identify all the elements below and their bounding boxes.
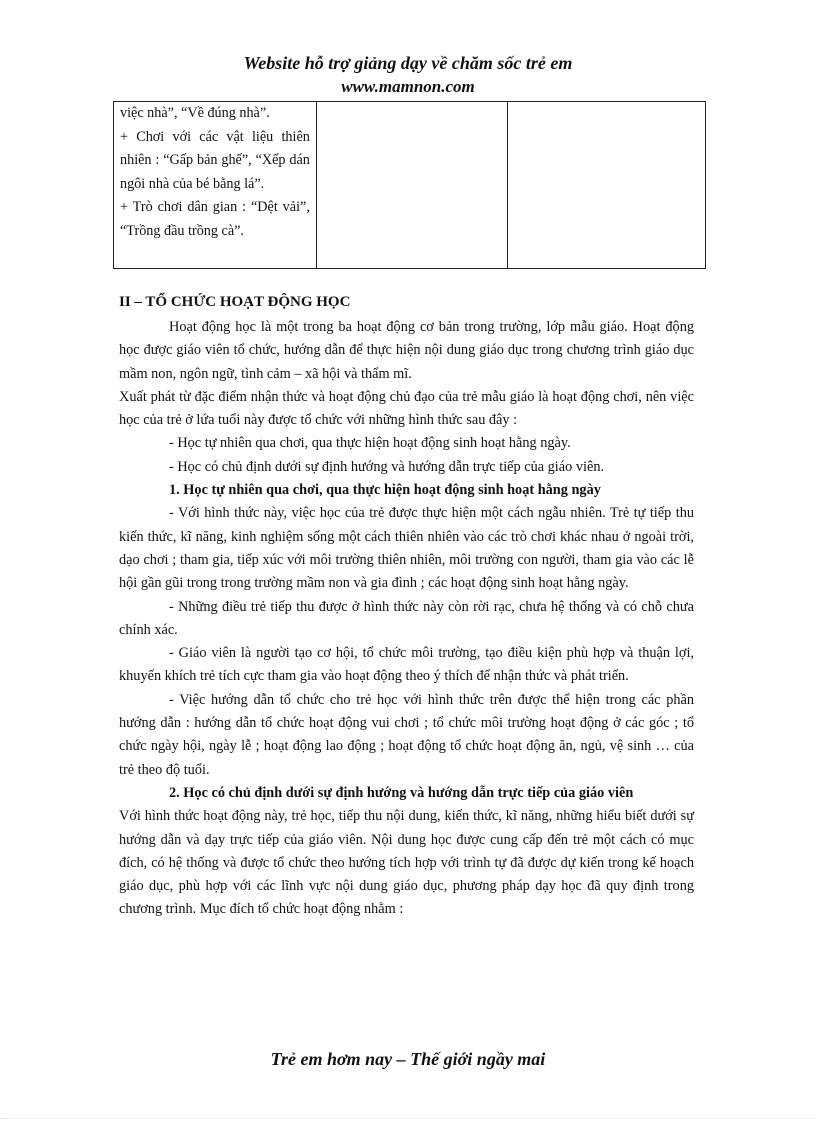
page-header: [0, 52, 816, 98]
cell-line: việc nhà”, “Về đúng nhà”.: [120, 105, 270, 121]
paragraph-sub1-2: - Những điều trẻ tiếp thu được ở hình thức này còn rời rạc, chưa hệ thống và có chỗ chưa chính xác.: [119, 598, 694, 638]
paragraph-sub2-1: Với hình thức hoạt động này, trẻ học, tiếp thu nội dung, kiến thức, kĩ năng, những hiểu biết dưới sự hướng dẫn và dạy trực tiếp của giáo viên. Nội dung học được cung cấp đến trẻ một cách có mục đích, có hệ thống và được tổ chức theo hướng tích hợp với trình tự đã được dự kiến trong kế hoạch giáo dục, phù hợp với các lĩnh vực nội dung giáo dục, phương pháp dạy học đã quy định trong chương trình. Mục đích tổ chức hoạt động nhằm :: [119, 808, 694, 918]
cell-line: + Trò chơi dân gian : “Dệt vải”, “Trồng đầu trồng cà”.: [120, 199, 310, 239]
continuation-table: [113, 101, 706, 269]
paragraph-sub1-1: - Với hình thức này, việc học của trẻ được thực hiện một cách ngẫu nhiên. Trẻ tự tiếp thu kiến thức, kĩ năng, kinh nghiệm sống một cách thiên nhiên vào các trò chơi khác nhau ở ngoài trời, dạo chơi ; tham gia, tiếp xúc với môi trường thiên nhiên, môi trường con người, tham gia vào các lễ hội gần gũi trong trong trường mầm non và gia đình ; các hoạt động sinh hoạt hằng ngày.: [119, 505, 694, 592]
table-cell-empty-3: [508, 102, 706, 269]
section-title: II – TỔ CHỨC HOẠT ĐỘNG HỌC: [119, 294, 351, 310]
cell-line: + Chơi với các vật liệu thiên nhiên : “Gấp bản ghế”, “Xếp dán ngôi nhà của bé bằng lá”.: [120, 128, 310, 192]
header-url: www.mamnon.com: [341, 77, 475, 96]
section-body: [119, 316, 694, 922]
paragraph-sub1-4: - Việc hướng dẫn tổ chức cho trẻ học với hình thức trên được thể hiện trong các phần hướng dẫn : hướng dẫn tổ chức hoạt động vui chơi ; tổ chức môi trường hoạt động ở các góc ; tổ chức ngày hội, ngày lễ ; hoạt động lao động ; hoạt động tổ chức hoạt động ăn, ngủ, vệ sinh … của trẻ theo độ tuổi.: [119, 691, 694, 778]
subheading-1: 1. Học tự nhiên qua chơi, qua thực hiện hoạt động sinh hoạt hằng ngày: [169, 482, 601, 499]
table-cell-empty-2: [316, 102, 508, 269]
table-row: [114, 102, 706, 269]
paragraph-intro-2: Xuất phát từ đặc điểm nhận thức và hoạt động chủ đạo của trẻ mẫu giáo là hoạt động chơi, nên việc học của trẻ ở lứa tuổi này được tổ chức với những hình thức sau đây :: [119, 388, 694, 429]
subheading-2: 2. Học có chủ định dưới sự định hướng và hướng dẫn trực tiếp của giáo viên: [169, 784, 634, 801]
bullet-directed-learning: - Học có chủ định dưới sự định hướng và hướng dẫn trực tiếp của giáo viên.: [169, 458, 605, 475]
bottom-divider: [0, 1118, 816, 1119]
paragraph-intro-1: Hoạt động học là một trong ba hoạt động cơ bản trong trường, lớp mẫu giáo. Hoạt động học được giáo viên tổ chức, hướng dẫn để thực hiện nội dung giáo dục trong chương trình giáo dục mầm non, ngôn ngữ, tình cảm – xã hội và thẩm mĩ.: [119, 319, 694, 382]
page-footer: Trẻ em hơm nay – Thế giới ngầy mai: [270, 1049, 546, 1069]
paragraph-sub1-3: - Giáo viên là người tạo cơ hội, tổ chức môi trường, tạo điều kiện phù hợp và thuận lợi, khuyến khích trẻ tích cực tham gia vào hoạt động theo ý thích để nhận thức và phát triển.: [119, 645, 694, 685]
header-title: Website hỗ trợ giảng dạy về chăm sốc trẻ em: [243, 53, 573, 73]
bullet-natural-learning: - Học tự nhiên qua chơi, qua thực hiện hoạt động sinh hoạt hằng ngày.: [169, 435, 571, 452]
table-cell-activities: [114, 102, 317, 269]
